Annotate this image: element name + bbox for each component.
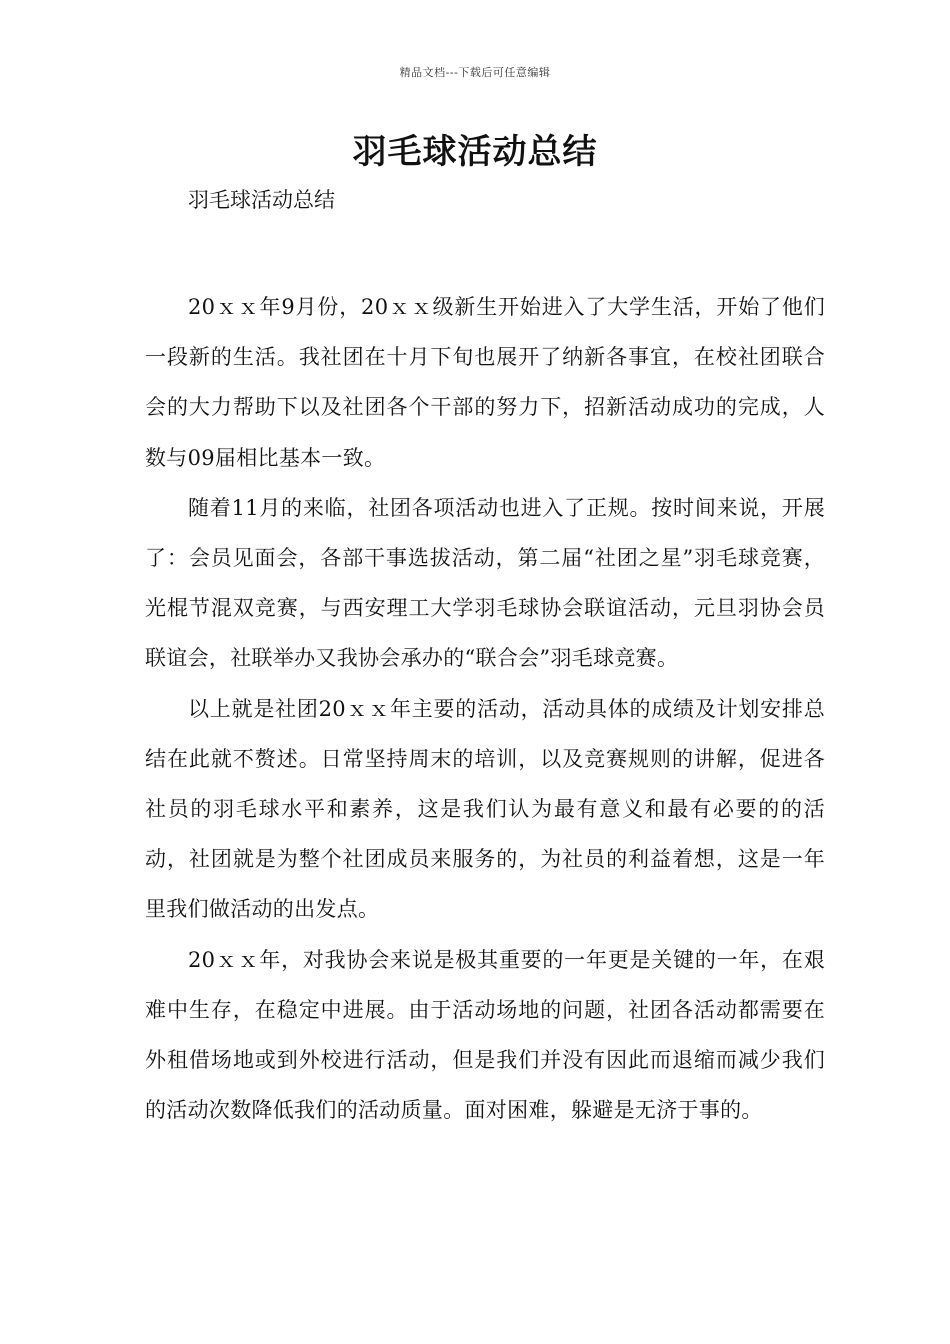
document-subtitle: 羽毛球活动总结	[188, 188, 335, 212]
paragraph-2: 随着11月的来临，社团各项活动也进入了正规。按时间来说，开展了：会员见面会，各部干事选拔活动，第二届“社团之星”羽毛球竞赛，光棍节混双竞赛，与西安理工大学羽毛球协会联谊活动，元旦羽协会员联谊会，社联举办又我协会承办的“联合会”羽毛球竞赛。	[145, 495, 825, 671]
paragraph-3: 以上就是社团20ｘｘ年主要的活动，活动具体的成绩及计划安排总结在此就不赘述。日常坚持周末的培训，以及竞赛规则的讲解，促进各社员的羽毛球水平和素养，这是我们认为最有意义和最有必要的的活动，社团就是为整个社团成员来服务的，为社员的利益着想，这是一年里我们做活动的出发点。	[145, 696, 825, 922]
header-note: 精品文档---下载后可任意编辑	[399, 66, 551, 79]
document-body	[145, 282, 825, 1135]
document-title: 羽毛球活动总结	[352, 132, 598, 172]
paragraph-4: 20ｘｘ年，对我协会来说是极其重要的一年更是关键的一年，在艰难中生存，在稳定中进展。由于活动场地的问题，社团各活动都需要在外租借场地或到外校进行活动，但是我们并没有因此而退缩而减少我们的活动次数降低我们的活动质量。面对困难，躲避是无济于事的。	[145, 947, 825, 1123]
paragraph-1: 20ｘｘ年9月份，20ｘｘ级新生开始进入了大学生活，开始了他们一段新的生活。我社团在十月下旬也展开了纳新各事宜，在校社团联合会的大力帮助下以及社团各个干部的努力下，招新活动成功的完成，人数与09届相比基本一致。	[145, 295, 825, 470]
